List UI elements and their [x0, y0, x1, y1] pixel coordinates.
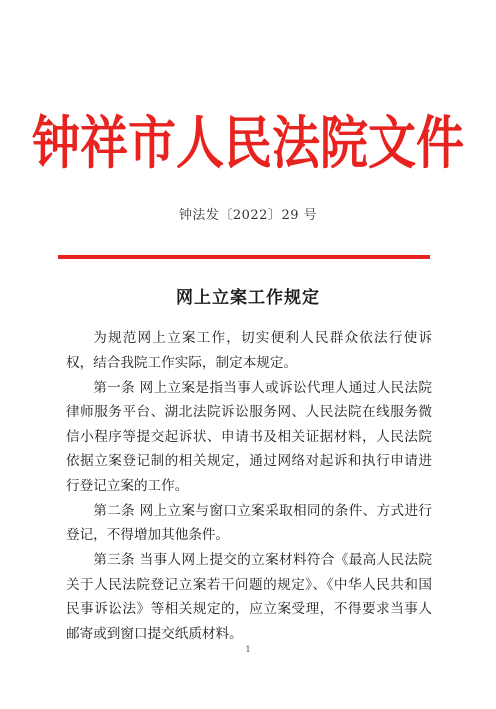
- paragraph-article-2: 第二条 网上立案与窗口立案采取相同的条件、方式进行登记，不得增加其他条件。: [66, 502, 432, 543]
- document-body: [66, 326, 432, 647]
- paragraph-article-1: 第一条 网上立案是指当事人或诉讼代理人通过人民法院律师服务平台、湖北法院诉讼服务网、人民法院在线服务微信小程序等提交起诉状、申请书及相关证据材料，人民法院依据立案登记制的相关规定，通过网络对起诉和执行申请进行登记立案的工作。: [66, 379, 432, 494]
- page-number: 1: [245, 645, 251, 654]
- document-number: 钟法发〔2022〕29 号: [178, 208, 318, 223]
- paragraph-article-3: 第三条 当事人网上提交的立案材料符合《最高人民法院关于人民法院登记立案若干问题的规定》、《中华人民共和国民事诉讼法》等相关规定的，应立案受理，不得要求当事人邮寄或到窗口提交纸质材料。: [66, 552, 432, 642]
- red-divider-line: [58, 255, 430, 259]
- paragraph-preamble: 为规范网上立案工作，切实便利人民群众依法行使诉权，结合我院工作实际，制定本规定。: [66, 330, 432, 371]
- issuer-title: 钟祥市人民法院文件: [31, 110, 464, 177]
- document-heading: 网上立案工作规定: [176, 288, 320, 308]
